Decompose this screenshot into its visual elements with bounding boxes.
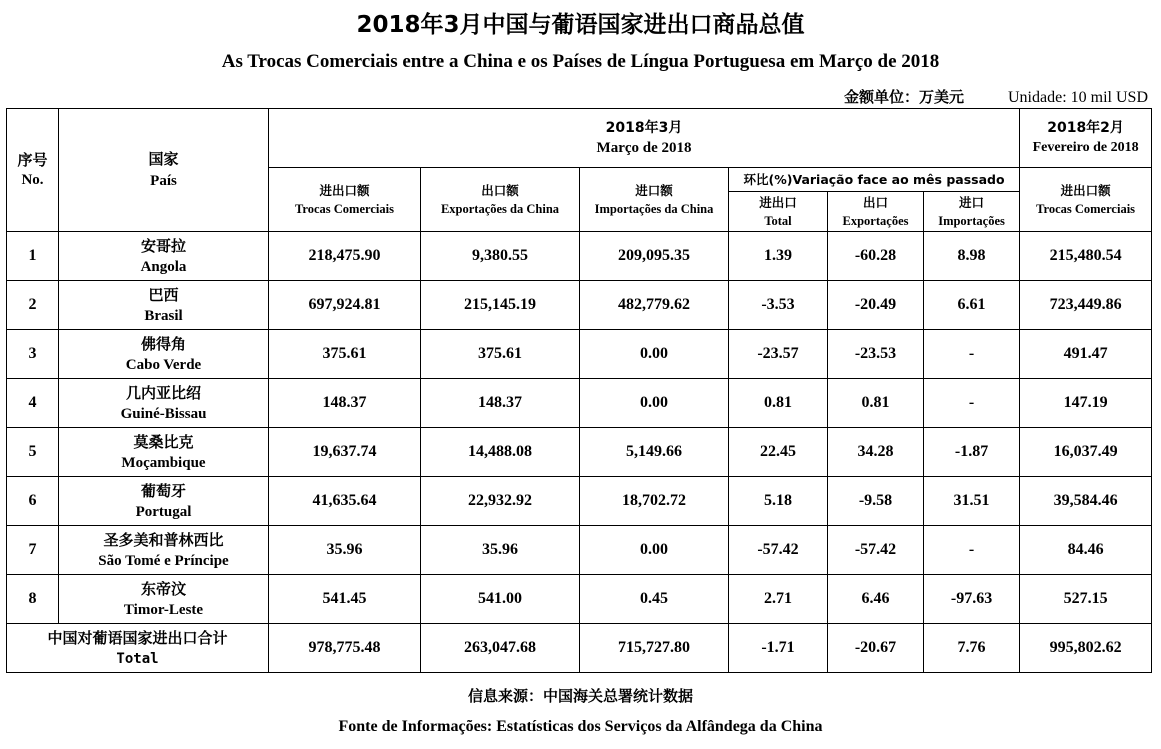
row-trade: 375.61 xyxy=(269,330,421,379)
row-country: 葡萄牙 Portugal xyxy=(59,477,269,526)
row-change-imports: -97.63 xyxy=(924,575,1020,624)
row-change-imports: - xyxy=(924,526,1020,575)
row-imports: 18,702.72 xyxy=(580,477,729,526)
table-row xyxy=(7,526,1152,575)
row-change-total: 0.81 xyxy=(729,379,828,428)
row-prev-trade: 723,449.86 xyxy=(1020,281,1152,330)
trade-table xyxy=(6,108,1152,673)
unit-label-cn: 金额单位：万美元 xyxy=(843,88,964,106)
row-index: 6 xyxy=(7,477,59,526)
row-change-total: 2.71 xyxy=(729,575,828,624)
row-prev-trade: 215,480.54 xyxy=(1020,232,1152,281)
total-trade: 978,775.48 xyxy=(269,624,421,673)
total-change-total: -1.71 xyxy=(729,624,828,673)
table-row xyxy=(7,379,1152,428)
row-country: 巴西 Brasil xyxy=(59,281,269,330)
row-index: 4 xyxy=(7,379,59,428)
row-change-exports: -57.42 xyxy=(828,526,924,575)
row-change-imports: -1.87 xyxy=(924,428,1020,477)
row-change-exports: 0.81 xyxy=(828,379,924,428)
header-trade: 进出口额 Trocas Comerciais xyxy=(269,168,421,232)
total-exports: 263,047.68 xyxy=(421,624,580,673)
total-row xyxy=(7,624,1152,673)
header-exports: 出口额 Exportações da China xyxy=(421,168,580,232)
row-trade: 41,635.64 xyxy=(269,477,421,526)
row-change-total: -23.57 xyxy=(729,330,828,379)
header-country: 国家 País xyxy=(59,109,269,232)
header-index: 序号 No. xyxy=(7,109,59,232)
table-row xyxy=(7,428,1152,477)
source-note-cn: 信息来源：中国海关总署统计数据 xyxy=(467,687,693,705)
row-trade: 697,924.81 xyxy=(269,281,421,330)
row-prev-trade: 84.46 xyxy=(1020,526,1152,575)
total-change-exports: -20.67 xyxy=(828,624,924,673)
row-change-total: -57.42 xyxy=(729,526,828,575)
row-prev-trade: 491.47 xyxy=(1020,330,1152,379)
row-change-exports: -60.28 xyxy=(828,232,924,281)
table-row xyxy=(7,330,1152,379)
row-change-total: 1.39 xyxy=(729,232,828,281)
row-exports: 375.61 xyxy=(421,330,580,379)
row-index: 1 xyxy=(7,232,59,281)
header-change-imports: 进口 Importações xyxy=(924,192,1020,232)
row-trade: 19,637.74 xyxy=(269,428,421,477)
row-trade: 541.45 xyxy=(269,575,421,624)
row-prev-trade: 527.15 xyxy=(1020,575,1152,624)
header-change-exports: 出口 Exportações xyxy=(828,192,924,232)
page-subtitle: As Trocas Comerciais entre a China e os Países de Língua Portuguesa em Março de 2018 xyxy=(221,51,940,72)
row-exports: 9,380.55 xyxy=(421,232,580,281)
row-country: 几内亚比绍 Guiné-Bissau xyxy=(59,379,269,428)
row-change-exports: -20.49 xyxy=(828,281,924,330)
table-row xyxy=(7,575,1152,624)
header-period: 2018年3月 Março de 2018 xyxy=(269,109,1020,168)
source-note-pt: Fonte de Informações: Estatísticas dos Serviços da Alfândega da China xyxy=(338,718,823,735)
row-change-imports: 6.61 xyxy=(924,281,1020,330)
row-imports: 0.00 xyxy=(580,526,729,575)
table-row xyxy=(7,281,1152,330)
row-imports: 0.00 xyxy=(580,379,729,428)
row-prev-trade: 39,584.46 xyxy=(1020,477,1152,526)
row-trade: 218,475.90 xyxy=(269,232,421,281)
row-change-total: 22.45 xyxy=(729,428,828,477)
header-imports: 进口额 Importações da China xyxy=(580,168,729,232)
row-change-exports: -23.53 xyxy=(828,330,924,379)
table-row xyxy=(7,232,1152,281)
row-index: 3 xyxy=(7,330,59,379)
row-country: 东帝汶 Timor-Leste xyxy=(59,575,269,624)
unit-label-pt: Unidade: 10 mil USD xyxy=(1008,89,1148,106)
row-country: 佛得角 Cabo Verde xyxy=(59,330,269,379)
header-change-total: 进出口 Total xyxy=(729,192,828,232)
row-country: 圣多美和普林西比 São Tomé e Príncipe xyxy=(59,526,269,575)
row-imports: 482,779.62 xyxy=(580,281,729,330)
row-index: 8 xyxy=(7,575,59,624)
total-prev-trade: 995,802.62 xyxy=(1020,624,1152,673)
row-imports: 0.00 xyxy=(580,330,729,379)
row-change-imports: - xyxy=(924,330,1020,379)
header-change: 环比(%)Variação face ao mês passado xyxy=(729,168,1020,192)
row-imports: 209,095.35 xyxy=(580,232,729,281)
total-imports: 715,727.80 xyxy=(580,624,729,673)
row-exports: 35.96 xyxy=(421,526,580,575)
row-trade: 148.37 xyxy=(269,379,421,428)
unit-label xyxy=(844,86,1148,107)
row-country: 安哥拉 Angola xyxy=(59,232,269,281)
total-change-imports: 7.76 xyxy=(924,624,1020,673)
row-exports: 22,932.92 xyxy=(421,477,580,526)
row-index: 2 xyxy=(7,281,59,330)
row-change-total: -3.53 xyxy=(729,281,828,330)
row-change-exports: -9.58 xyxy=(828,477,924,526)
row-change-imports: - xyxy=(924,379,1020,428)
row-change-imports: 31.51 xyxy=(924,477,1020,526)
row-exports: 148.37 xyxy=(421,379,580,428)
row-exports: 541.00 xyxy=(421,575,580,624)
row-index: 5 xyxy=(7,428,59,477)
total-label: 中国对葡语国家进出口合计 Total xyxy=(7,624,269,673)
row-change-exports: 34.28 xyxy=(828,428,924,477)
row-prev-trade: 147.19 xyxy=(1020,379,1152,428)
row-exports: 14,488.08 xyxy=(421,428,580,477)
row-prev-trade: 16,037.49 xyxy=(1020,428,1152,477)
row-change-exports: 6.46 xyxy=(828,575,924,624)
row-change-imports: 8.98 xyxy=(924,232,1020,281)
header-prev-period: 2018年2月 Fevereiro de 2018 xyxy=(1020,109,1152,168)
row-change-total: 5.18 xyxy=(729,477,828,526)
row-index: 7 xyxy=(7,526,59,575)
table-row xyxy=(7,477,1152,526)
row-exports: 215,145.19 xyxy=(421,281,580,330)
row-trade: 35.96 xyxy=(269,526,421,575)
row-imports: 0.45 xyxy=(580,575,729,624)
row-imports: 5,149.66 xyxy=(580,428,729,477)
row-country: 莫桑比克 Moçambique xyxy=(59,428,269,477)
header-prev-trade: 进出口额 Trocas Comerciais xyxy=(1020,168,1152,232)
page-title: 2018年3月中国与葡语国家进出口商品总值 xyxy=(356,12,805,38)
